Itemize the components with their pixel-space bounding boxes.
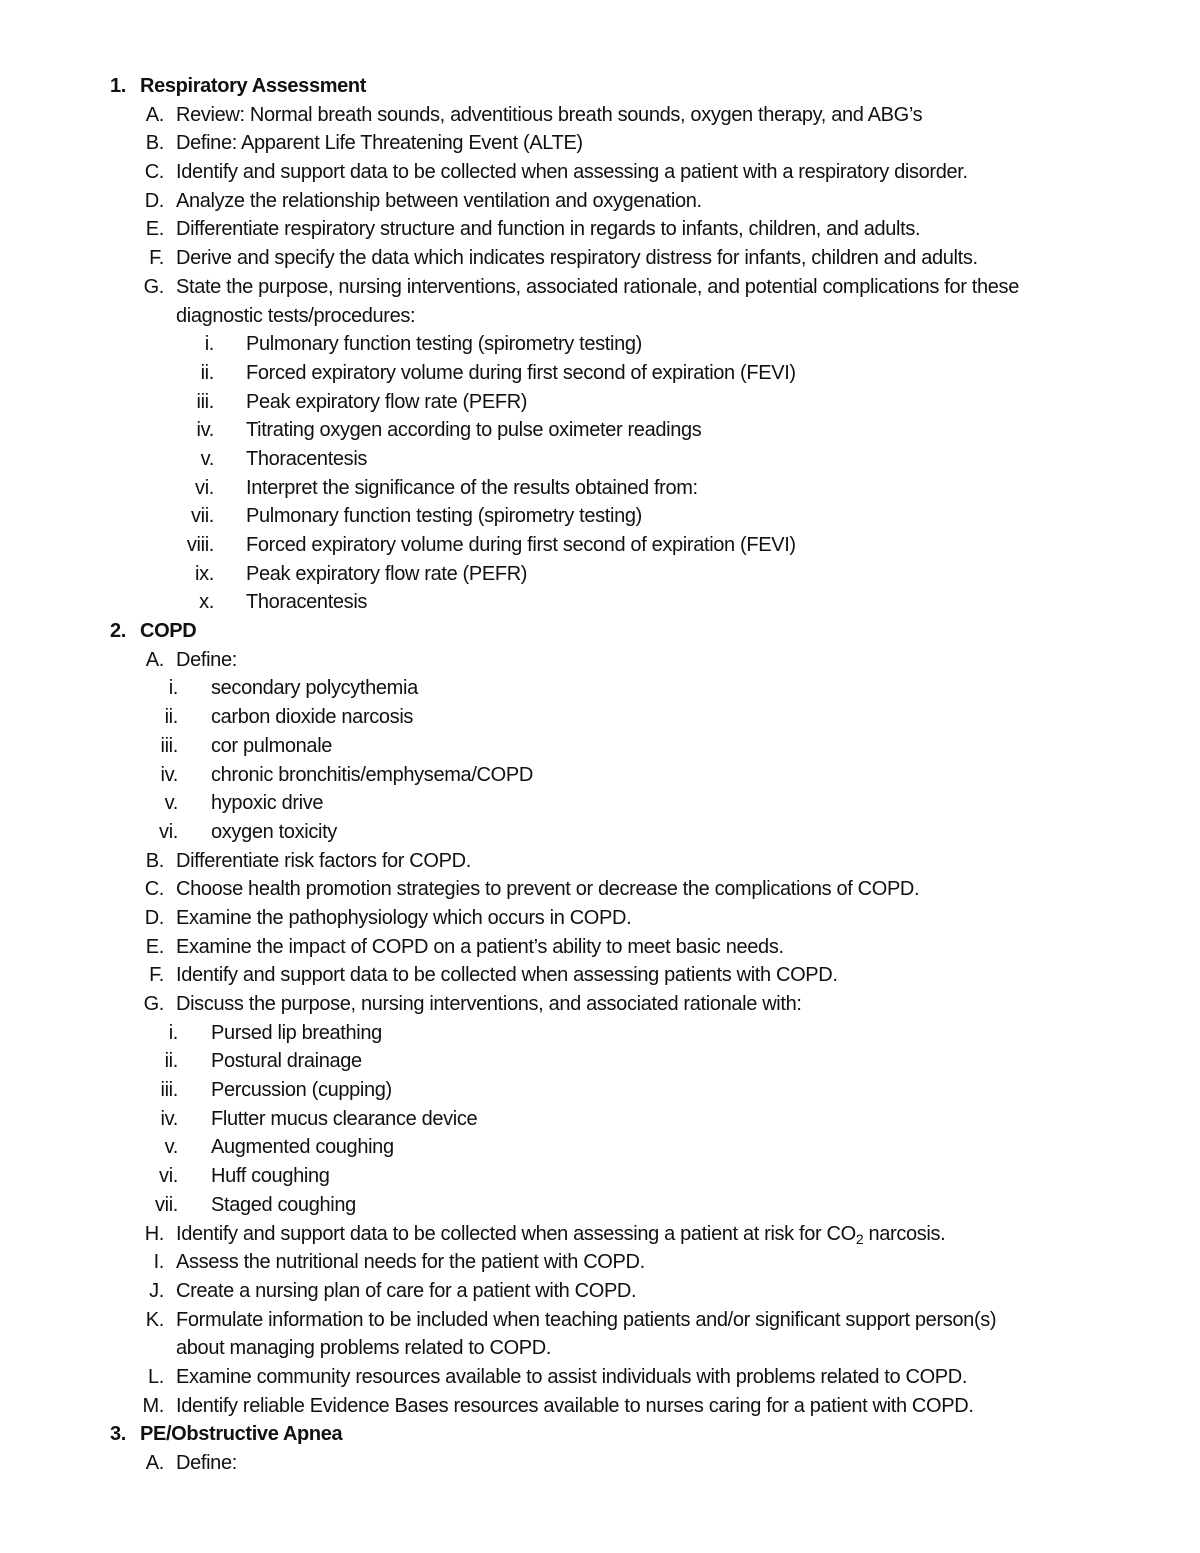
list-marker: B.: [145, 132, 164, 155]
list-text-main: Identify reliable Evidence Bases resources available to nurses caring for a patient with COPD.: [176, 1394, 974, 1417]
list-item: [0, 961, 1200, 990]
list-text-main: Interpret the significance of the results obtained from:: [246, 476, 698, 499]
list-text-main: Examine the pathophysiology which occurs in COPD.: [176, 906, 632, 929]
list-marker: H.: [144, 1222, 164, 1245]
list-text: [176, 1248, 645, 1277]
list-text: [211, 1133, 394, 1162]
list-text: [211, 1162, 330, 1191]
list-text: [176, 933, 784, 962]
sub-list-item: [0, 1162, 1200, 1191]
list-marker: iv.: [160, 1107, 178, 1130]
list-text: [176, 158, 968, 187]
list-item: [0, 187, 1200, 216]
list-text-main: cor pulmonale: [211, 734, 333, 757]
list-item: [0, 875, 1200, 904]
list-item: [0, 273, 1200, 302]
list-text-main: Differentiate risk factors for COPD.: [176, 849, 471, 872]
list-marker: v.: [200, 447, 214, 470]
list-text: [246, 588, 367, 617]
sub-list-item: [0, 560, 1200, 589]
list-marker: iii.: [160, 1079, 178, 1102]
sub-list-item: [0, 674, 1200, 703]
list-text-main: Respiratory Assessment: [140, 75, 367, 97]
sub-list-item: [0, 1019, 1200, 1048]
list-marker: M.: [142, 1394, 164, 1417]
list-text-main: Pursed lip breathing: [211, 1021, 382, 1044]
sub-list-item: [0, 502, 1200, 531]
list-text-main: Titrating oxygen according to pulse oximeter readings: [246, 419, 702, 442]
list-marker: v.: [164, 792, 178, 815]
list-text-main: Forced expiratory volume during first second of expiration (FEVI): [246, 534, 796, 556]
list-text-main: diagnostic tests/procedures:: [176, 304, 416, 327]
list-text-main: Identify and support data to be collected when assessing a patient with a respiratory disorder.: [176, 161, 968, 184]
section-heading: [0, 1420, 1200, 1449]
list-text: [176, 1363, 967, 1392]
list-text: [211, 1047, 362, 1076]
list-item: [0, 933, 1200, 962]
list-marker: A.: [145, 103, 164, 126]
list-text: [211, 1019, 382, 1048]
list-text-main: Examine community resources available to assist individuals with problems related to COPD.: [176, 1365, 968, 1388]
list-text: [211, 732, 332, 761]
list-marker: F.: [149, 247, 164, 270]
list-text-main: Derive and specify the data which indicates respiratory distress for infants, children and adults.: [176, 247, 978, 270]
list-marker: 3.: [110, 1423, 126, 1446]
list-marker: B.: [145, 849, 164, 872]
list-text-main: about managing problems related to COPD.: [176, 1337, 552, 1360]
list-text-main: Define:: [176, 1452, 237, 1474]
list-text-main: oxygen toxicity: [211, 820, 337, 843]
list-text-main: Staged coughing: [211, 1193, 356, 1216]
list-text: [176, 904, 631, 933]
list-text: [176, 1334, 551, 1363]
list-text-main: Choose health promotion strategies to prevent or decrease the complications of COPD.: [176, 878, 920, 901]
list-text-main: Discuss the purpose, nursing interventions, and associated rationale with:: [176, 993, 802, 1015]
list-marker: G.: [143, 275, 164, 298]
sub-list-item: [0, 388, 1200, 417]
list-marker: ii.: [164, 1050, 178, 1073]
list-text: [246, 531, 796, 560]
list-text: [211, 1191, 356, 1220]
list-marker: L.: [148, 1365, 164, 1388]
list-text: [176, 101, 922, 130]
list-text-main: hypoxic drive: [211, 792, 324, 815]
list-item: [0, 646, 1200, 675]
sub-list-item: [0, 445, 1200, 474]
sub-list-item: [0, 531, 1200, 560]
list-marker: vi.: [159, 820, 178, 843]
sub-list-item: [0, 588, 1200, 617]
list-marker: ii.: [200, 361, 214, 384]
list-text: [246, 416, 701, 445]
sub-list-item: [0, 330, 1200, 359]
list-marker: ix.: [195, 562, 214, 585]
list-marker: vii.: [190, 505, 214, 528]
list-item: [0, 1363, 1200, 1392]
list-text: [176, 646, 237, 675]
list-text: [176, 1392, 974, 1421]
list-marker: F.: [149, 964, 164, 987]
list-text: [140, 72, 366, 101]
list-text: [176, 1220, 945, 1249]
list-marker: iv.: [160, 763, 178, 786]
list-text: [176, 129, 583, 158]
list-item: [0, 847, 1200, 876]
list-marker: iii.: [160, 734, 178, 757]
list-marker: D.: [144, 906, 164, 929]
list-text: [176, 187, 702, 216]
list-marker: E.: [145, 935, 164, 958]
sub-list-item: [0, 416, 1200, 445]
list-text-main: Formulate information to be included when teaching patients and/or significant support person(s): [176, 1308, 997, 1331]
list-marker: viii.: [186, 534, 214, 556]
list-text-main: Identify and support data to be collected when assessing a patient at risk for CO: [176, 1222, 856, 1245]
document-page: [0, 72, 1200, 1478]
sub-list-item: [0, 732, 1200, 761]
sub-list-item: [0, 359, 1200, 388]
sub-list-item: [0, 761, 1200, 790]
list-text: [176, 302, 415, 331]
sub-list-item: [0, 1076, 1200, 1105]
list-text-main: Peak expiratory flow rate (PEFR): [246, 562, 528, 585]
list-marker: A.: [145, 648, 164, 671]
list-text: [246, 502, 642, 531]
sub-list-item: [0, 1047, 1200, 1076]
list-text: [211, 703, 413, 732]
list-marker: vi.: [159, 1165, 178, 1188]
list-text: [211, 1076, 392, 1105]
list-text-main: Augmented coughing: [211, 1136, 394, 1159]
list-marker: i.: [168, 677, 178, 700]
list-text-main: Huff coughing: [211, 1165, 330, 1188]
list-text: [246, 388, 527, 417]
list-item: [0, 215, 1200, 244]
list-marker: G.: [143, 993, 164, 1015]
list-text-main: Peak expiratory flow rate (PEFR): [246, 390, 528, 413]
list-item: [0, 158, 1200, 187]
list-text: [176, 961, 838, 990]
list-text-main: Assess the nutritional needs for the patient with COPD.: [176, 1251, 645, 1274]
list-text-main: Pulmonary function testing (spirometry testing): [246, 505, 642, 528]
list-item: [0, 244, 1200, 273]
list-text-tail: narcosis.: [863, 1222, 946, 1245]
list-text-main: Analyze the relationship between ventilation and oxygenation.: [176, 189, 702, 212]
list-text-main: Forced expiratory volume during first second of expiration (FEVI): [246, 361, 796, 384]
list-text: [211, 789, 323, 818]
section-heading: [0, 617, 1200, 646]
list-marker: K.: [145, 1308, 164, 1331]
list-marker: i.: [168, 1021, 178, 1044]
list-text: [211, 761, 533, 790]
list-marker: C.: [144, 161, 164, 184]
list-marker: E.: [145, 218, 164, 241]
list-marker: ii.: [164, 706, 178, 729]
list-text-main: chronic bronchitis/emphysema/COPD: [211, 763, 533, 786]
list-item: [0, 1392, 1200, 1421]
list-text: [211, 674, 418, 703]
list-text-main: carbon dioxide narcosis: [211, 706, 414, 729]
list-marker: J.: [149, 1279, 164, 1302]
list-item: [0, 1306, 1200, 1335]
list-text: [176, 215, 920, 244]
list-text-main: State the purpose, nursing interventions, associated rationale, and potential complications for these: [176, 275, 1019, 298]
list-item: [0, 904, 1200, 933]
list-marker: iv.: [196, 419, 214, 442]
list-text: [140, 1420, 342, 1449]
list-text: [176, 990, 802, 1019]
list-text-main: Pulmonary function testing (spirometry testing): [246, 333, 642, 356]
sub-list-item: [0, 818, 1200, 847]
list-text: [246, 359, 796, 388]
list-text-main: Thoracentesis: [246, 591, 368, 614]
list-text: [246, 474, 698, 503]
list-text-main: Review: Normal breath sounds, adventitious breath sounds, oxygen therapy, and ABG’s: [176, 103, 923, 126]
list-text-main: Create a nursing plan of care for a patient with COPD.: [176, 1279, 637, 1302]
list-text-main: COPD: [140, 620, 197, 643]
sub-list-item: [0, 1133, 1200, 1162]
list-marker: D.: [144, 189, 164, 212]
list-item: [0, 1449, 1200, 1478]
list-marker: I.: [153, 1251, 164, 1274]
list-item: [0, 129, 1200, 158]
list-item-continuation: [0, 302, 1200, 331]
list-text: [176, 1449, 237, 1478]
sub-list-item: [0, 474, 1200, 503]
list-text: [246, 330, 642, 359]
list-text: [176, 1277, 636, 1306]
list-text-main: Differentiate respiratory structure and function in regards to infants, children, and adults.: [176, 218, 921, 241]
list-text-main: Identify and support data to be collected when assessing patients with COPD.: [176, 964, 838, 987]
subscript: 2: [855, 1230, 864, 1247]
list-marker: v.: [164, 1136, 178, 1159]
sub-list-item: [0, 1105, 1200, 1134]
list-marker: A.: [145, 1452, 164, 1474]
list-text-main: Define:: [176, 648, 237, 671]
list-item: [0, 1220, 1200, 1249]
list-marker: 1.: [110, 75, 126, 97]
list-text-main: Percussion (cupping): [211, 1079, 392, 1102]
list-text: [211, 1105, 477, 1134]
list-item: [0, 1277, 1200, 1306]
list-text: [140, 617, 196, 646]
list-item: [0, 101, 1200, 130]
sub-list-item: [0, 703, 1200, 732]
list-marker: C.: [144, 878, 164, 901]
section-heading: [0, 72, 1200, 101]
list-text: [176, 273, 1019, 302]
list-text-main: Postural drainage: [211, 1050, 362, 1073]
list-text-main: Define: Apparent Life Threatening Event (ALTE): [176, 132, 583, 155]
list-marker: x.: [199, 591, 214, 614]
list-item: [0, 1248, 1200, 1277]
list-text-main: Flutter mucus clearance device: [211, 1107, 478, 1130]
list-text: [176, 244, 978, 273]
list-item: [0, 990, 1200, 1019]
list-marker: iii.: [196, 390, 214, 413]
list-text: [246, 560, 527, 589]
list-text-main: Thoracentesis: [246, 447, 368, 470]
list-marker: vi.: [195, 476, 214, 499]
list-text: [246, 445, 367, 474]
list-marker: 2.: [110, 620, 126, 643]
list-text: [176, 1306, 996, 1335]
list-item-continuation: [0, 1334, 1200, 1363]
list-text-main: secondary polycythemia: [211, 677, 418, 700]
list-marker: i.: [204, 333, 214, 356]
list-text-main: Examine the impact of COPD on a patient’s ability to meet basic needs.: [176, 935, 784, 958]
list-text: [176, 847, 471, 876]
list-text: [176, 875, 919, 904]
sub-list-item: [0, 1191, 1200, 1220]
list-text: [211, 818, 337, 847]
sub-list-item: [0, 789, 1200, 818]
list-marker: vii.: [154, 1193, 178, 1216]
list-text-main: PE/Obstructive Apnea: [140, 1423, 343, 1446]
